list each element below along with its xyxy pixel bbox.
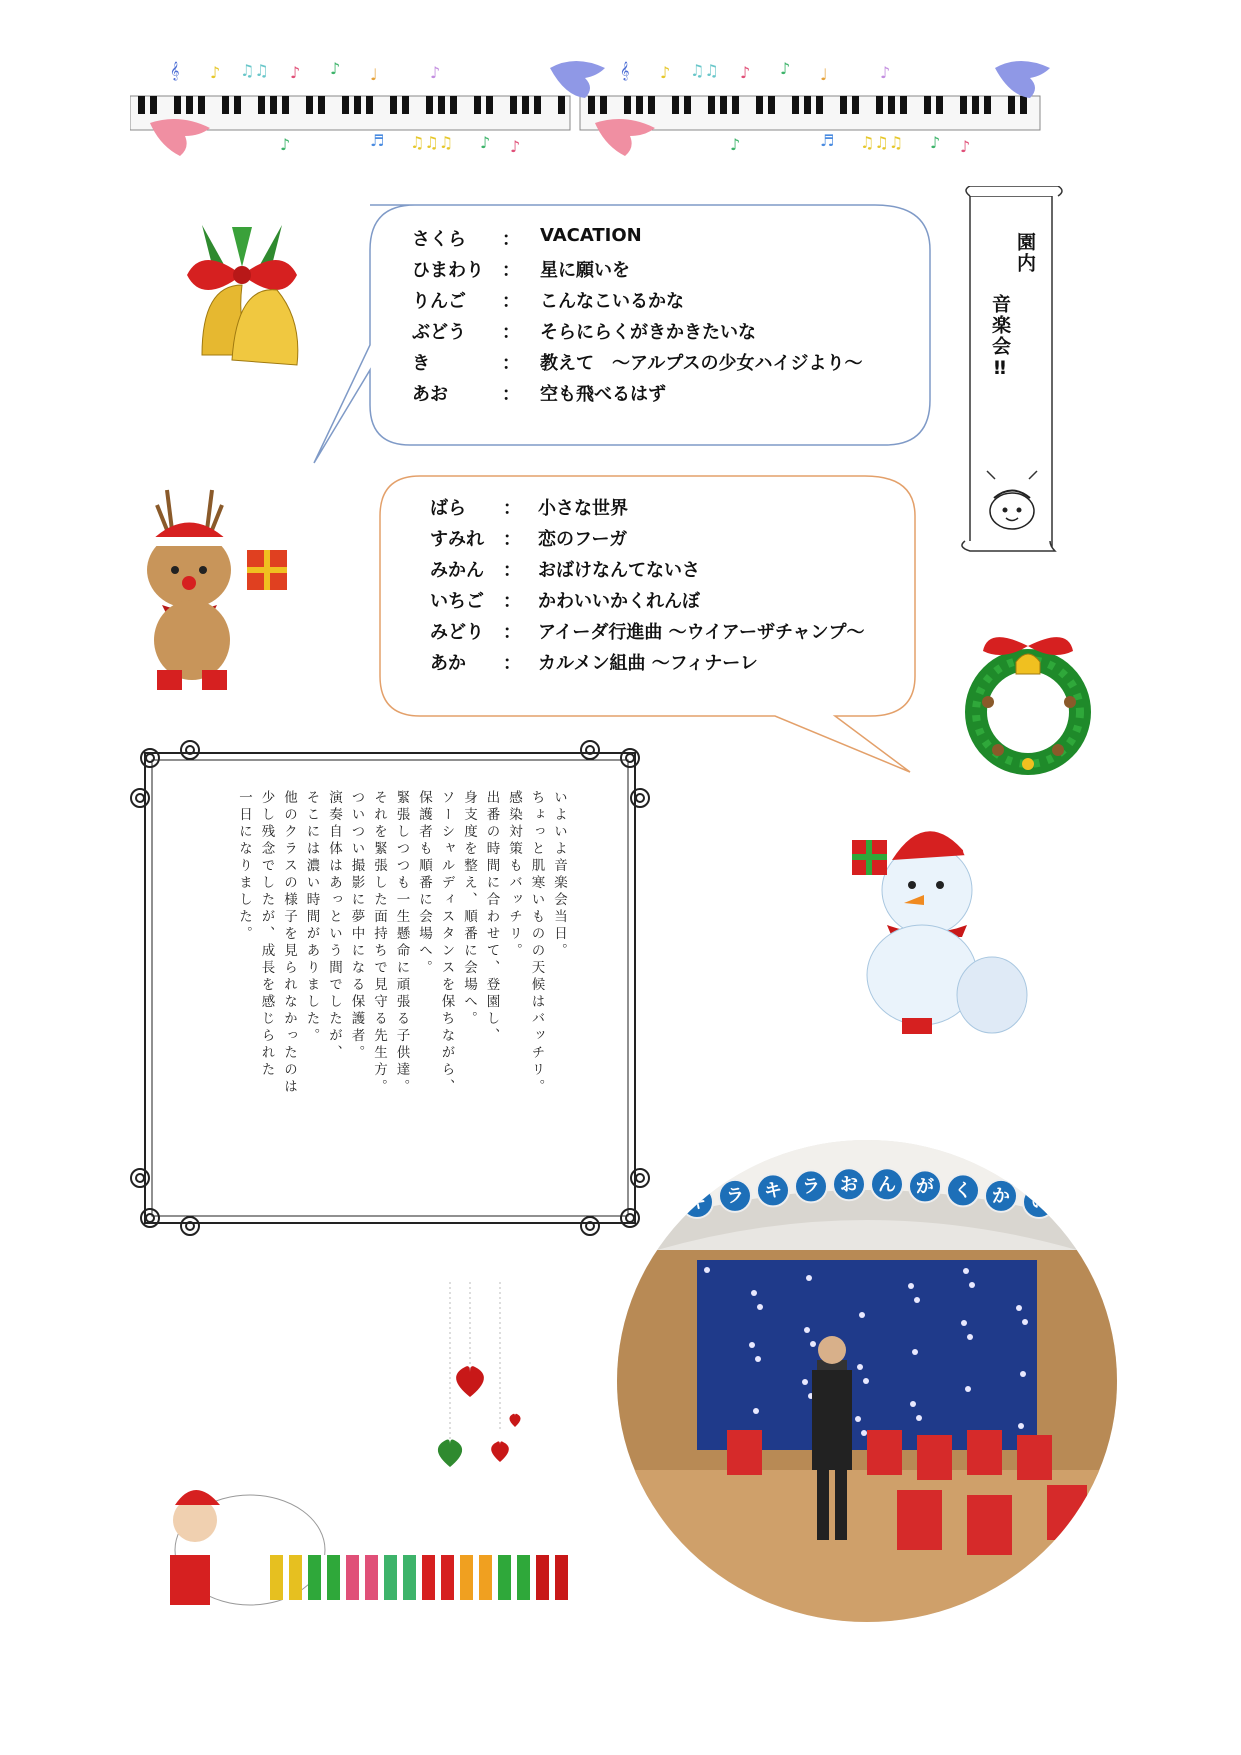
class-name: ぶどう: [412, 322, 466, 343]
banner-char: お: [840, 1174, 858, 1196]
frame-text-line: 少し残念でしたが、成長を感じられた: [258, 790, 275, 1079]
frame-text-line: それを緊張した面持ちで見守る先生方。: [371, 790, 387, 1096]
frame-text-line: 緊張しつつも一生懸命に頑張る子供達。: [393, 790, 410, 1096]
separator: ：: [503, 529, 521, 550]
christmas-bells-icon: [172, 215, 312, 375]
svg-text:♪: ♪: [660, 63, 671, 82]
banner-char: ラ: [726, 1185, 744, 1207]
reindeer-icon: [127, 485, 302, 705]
curtain-star: [755, 1356, 761, 1362]
piano-keyboard-banner-icon: [130, 48, 1060, 158]
frame-text-line: 保護者も順番に会場へ。: [416, 790, 432, 977]
class-name: あか: [430, 653, 466, 674]
curtain-star: [855, 1416, 861, 1422]
separator: ：: [503, 591, 521, 612]
curtain-star: [965, 1386, 971, 1392]
curtain-star: [912, 1349, 918, 1355]
scroll-title-line2: 音楽会‼: [989, 294, 1011, 381]
song-title: おばけなんてないさ: [538, 560, 700, 581]
svg-text:♩: ♩: [370, 65, 378, 84]
separator: ：: [503, 653, 521, 674]
banner-char: ん: [878, 1174, 896, 1196]
svg-text:♫♫: ♫♫: [690, 61, 719, 80]
svg-text:♪: ♪: [280, 135, 291, 154]
song-title: 恋のフーガ: [538, 529, 628, 550]
class-name: ばら: [430, 498, 466, 519]
song-row: [430, 587, 950, 611]
svg-text:♫♫: ♫♫: [240, 61, 269, 80]
curtain-star: [757, 1304, 763, 1310]
svg-text:♪: ♪: [960, 137, 971, 156]
song-row: [430, 556, 950, 580]
banner-char: キ: [764, 1180, 782, 1202]
song-row: [430, 494, 950, 518]
svg-text:♪: ♪: [210, 63, 221, 82]
svg-text:♪: ♪: [330, 59, 341, 78]
separator: ：: [503, 622, 521, 643]
frame-text-line: いよいよ音楽会当日。: [551, 790, 567, 960]
curtain-star: [967, 1334, 973, 1340]
curtain-star: [751, 1290, 757, 1296]
smiley-face-icon: [982, 466, 1042, 536]
banner-char: か: [992, 1185, 1010, 1207]
hanging-hearts-icon: [420, 1282, 530, 1492]
svg-text:♫♫♫: ♫♫♫: [410, 133, 454, 152]
separator: ：: [502, 353, 520, 374]
frame-text-line: 感染対策もバッチリ。: [506, 790, 522, 960]
frame-text-line: 演奏自体はあっという間でしたが、: [326, 790, 342, 1062]
song-title: 空も飛べるはず: [540, 384, 666, 405]
concert-title-scroll: [960, 186, 1080, 566]
song-title: そらにらくがきかきたいな: [540, 322, 756, 343]
scroll-title-line1: 園内: [1014, 232, 1036, 274]
snowman-icon: [832, 820, 1032, 1040]
wreath-icon: [958, 632, 1098, 780]
curtain-star: [908, 1283, 914, 1289]
song-title: VACATION: [540, 225, 642, 246]
frame-text-line: そこには濃い時間がありました。: [303, 790, 320, 1045]
song-row: [430, 525, 950, 549]
curtain-star: [802, 1379, 808, 1385]
song-row: [412, 349, 932, 373]
svg-text:♪: ♪: [780, 59, 791, 78]
class-name: き: [412, 353, 430, 374]
svg-text:♬: ♬: [370, 131, 385, 150]
svg-text:♫♫♫: ♫♫♫: [860, 133, 904, 152]
separator: ：: [503, 498, 521, 519]
concert-photo: [617, 1140, 1117, 1622]
song-title: 教えて 〜アルプスの少女ハイジより〜: [540, 353, 863, 374]
svg-text:♪: ♪: [430, 63, 441, 82]
song-title: こんなこいるかな: [540, 291, 684, 312]
separator: ：: [502, 291, 520, 312]
song-title: かわいいかくれんぼ: [538, 591, 700, 612]
class-name: みかん: [430, 560, 484, 581]
santa-presents-icon: [150, 1475, 590, 1625]
class-name: ひまわり: [412, 260, 484, 281]
curtain-star: [1016, 1305, 1022, 1311]
svg-text:♪: ♪: [880, 63, 891, 82]
class-name: あお: [412, 384, 448, 405]
curtain-star: [963, 1268, 969, 1274]
frame-text-line: 出番の時間に合わせて、登園し、: [483, 790, 500, 1045]
song-title: アイーダ行進曲 〜ウイアーザチャンプ〜: [538, 622, 865, 643]
curtain-star: [916, 1415, 922, 1421]
banner-char: く: [954, 1180, 972, 1202]
curtain-star: [863, 1378, 869, 1384]
banner-char-circle: [1023, 1186, 1055, 1218]
svg-text:♩: ♩: [820, 65, 828, 84]
song-title: 小さな世界: [538, 498, 628, 519]
curtain-star: [914, 1297, 920, 1303]
banner-char: が: [916, 1176, 934, 1198]
song-row: [412, 256, 932, 280]
frame-text-line: ついつい撮影に夢中になる保護者。: [348, 790, 365, 1062]
svg-text:♪: ♪: [740, 63, 751, 82]
separator: ：: [502, 384, 520, 405]
svg-text:♪: ♪: [930, 133, 941, 152]
song-row: [430, 618, 950, 642]
svg-text:𝄞: 𝄞: [170, 61, 180, 80]
curtain-star: [749, 1342, 755, 1348]
banner-char: キ: [688, 1192, 706, 1213]
song-title: 星に願いを: [540, 260, 630, 281]
curtain-star: [810, 1341, 816, 1347]
curtain-star: [753, 1408, 759, 1414]
curtain-star: [1018, 1423, 1024, 1429]
curtain-star: [1022, 1319, 1028, 1325]
curtain-star: [804, 1327, 810, 1333]
song-row: [412, 287, 932, 311]
class-name: みどり: [430, 622, 484, 643]
song-row: [412, 225, 932, 249]
class-name: さくら: [412, 229, 466, 250]
song-row: [412, 380, 932, 404]
class-name: いちご: [430, 591, 484, 612]
separator: ：: [502, 322, 520, 343]
curtain-star: [969, 1282, 975, 1288]
frame-text-line: ソーシャルディスタンスを保ちながら、: [438, 790, 455, 1096]
svg-text:𝄞: 𝄞: [620, 61, 630, 80]
curtain-star: [910, 1401, 916, 1407]
curtain-star: [861, 1430, 867, 1436]
curtain-star: [961, 1320, 967, 1326]
class-name: すみれ: [430, 529, 484, 550]
svg-text:♬: ♬: [820, 131, 835, 150]
banner-char-circle: [681, 1186, 713, 1218]
frame-text-line: ちょっと肌寒いものの天候はバッチリ。: [528, 790, 545, 1096]
curtain-star: [806, 1275, 812, 1281]
class-name: りんご: [412, 291, 466, 312]
svg-text:♪: ♪: [290, 63, 301, 82]
frame-text-line: 他のクラスの様子を見られなかったのは: [281, 790, 297, 1096]
curtain-star: [857, 1364, 863, 1370]
svg-text:♪: ♪: [510, 137, 521, 156]
svg-text:♪: ♪: [730, 135, 741, 154]
curtain-star: [1020, 1371, 1026, 1377]
svg-text:♪: ♪: [480, 133, 491, 152]
separator: ：: [502, 229, 520, 250]
banner-char: ラ: [802, 1176, 820, 1198]
curtain-star: [859, 1312, 865, 1318]
song-row: [430, 649, 950, 673]
song-row: [412, 318, 932, 342]
frame-text-line: 一日になりました。: [236, 790, 252, 943]
curtain-star: [704, 1267, 710, 1273]
banner-char: い: [1030, 1192, 1048, 1213]
separator: ：: [503, 560, 521, 581]
separator: ：: [502, 260, 520, 281]
song-title: カルメン組曲 〜フィナーレ: [538, 653, 758, 674]
frame-body-text: [205, 790, 570, 1190]
frame-text-line: 身支度を整え、順番に会場へ。: [461, 790, 477, 1028]
